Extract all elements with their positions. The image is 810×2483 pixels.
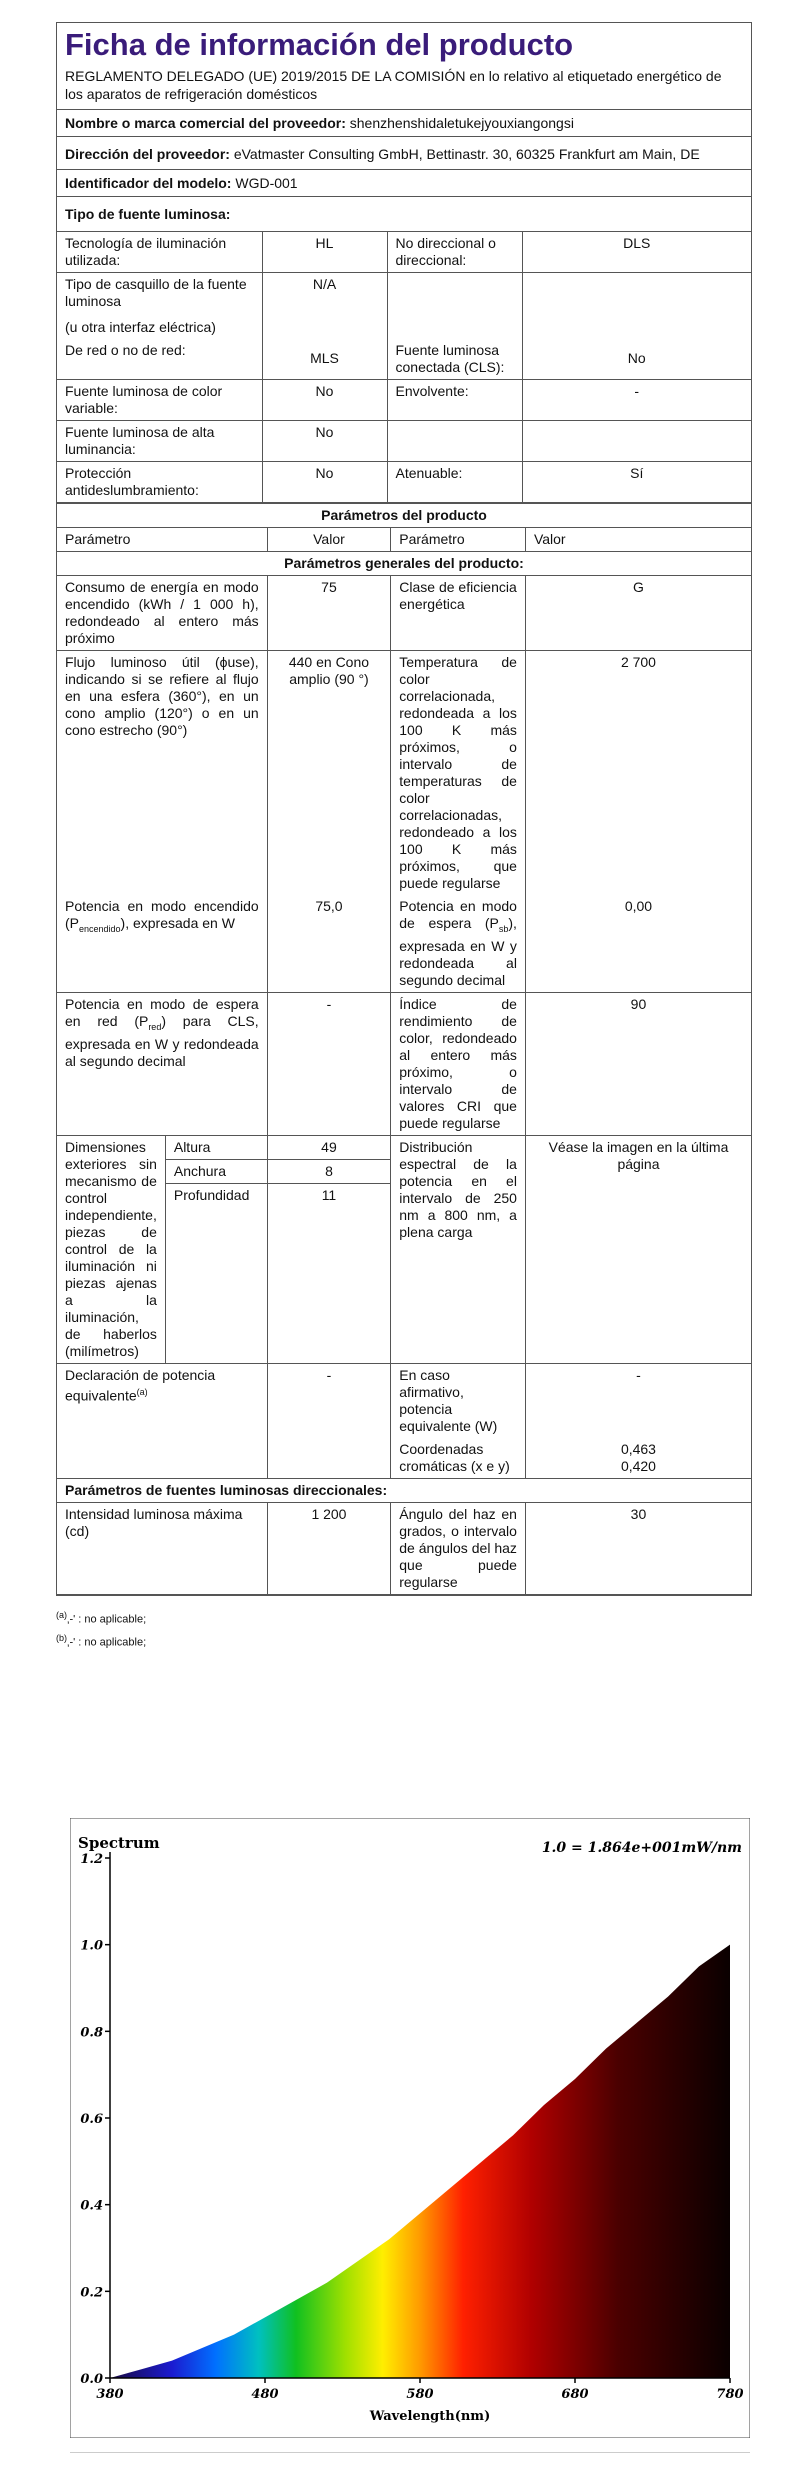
regulation-text: REGLAMENTO DELEGADO (UE) 2019/2015 DE LA COMISIÓN en lo relativo al etiquetado energético de los aparatos de refrigeración domésticos xyxy=(65,68,722,102)
chart-annotation: 1.0 = 1.864e+001mW/nm xyxy=(541,1840,742,1856)
tech-value: HL xyxy=(262,232,387,273)
footnotes xyxy=(56,1606,146,1651)
intensity-label: Intensidad luminosa máxima (cd) xyxy=(57,1502,267,1594)
equiv-power-value: - xyxy=(525,1363,751,1438)
hl-label: Fuente luminosa de alta luminancia: xyxy=(57,421,262,462)
depth-label: Profundidad xyxy=(165,1183,267,1363)
chroma-label: Coordenadas cromáticas (x e y) xyxy=(391,1438,526,1479)
mains-value: MLS xyxy=(262,339,387,380)
spectrum-chart xyxy=(70,1818,750,2438)
y-tick-label: 0.0 xyxy=(80,2372,103,2387)
supplier-name-row xyxy=(57,109,751,136)
product-params-table xyxy=(57,503,751,1595)
col-header-value: Valor xyxy=(267,528,391,552)
colour-label: Fuente luminosa de color variable: xyxy=(57,380,262,421)
cct-label: Temperatura de color correlacionada, redondeada a los 100 K más próximos, o intervalo de temperaturas de color correlacionadas, redondeado a los 100 K más próximos, que puede regularse xyxy=(391,651,526,896)
y-tick-label: 0.8 xyxy=(80,2025,103,2041)
light-source-table xyxy=(57,231,751,503)
model-label: Identificador del modelo: xyxy=(65,175,232,191)
hl-value: No xyxy=(262,421,387,462)
footnote-b: $^{(b)}$‚-' : no aplicable; xyxy=(56,1632,147,1649)
model-value: WGD-001 xyxy=(235,175,298,191)
section-title-directional: Parámetros de fuentes luminosas direccionales: xyxy=(57,1478,751,1502)
x-tick-label: 480 xyxy=(251,2387,279,2402)
col-header-param: Parámetro xyxy=(57,528,267,552)
y-tick-label: 1.2 xyxy=(80,1852,103,1867)
dims-label: Dimensiones exteriores sin mecanismo de control independiente, piezas de control de la iluminación ni piezas ajenas a la iluminación, de haberlos (milímetros) xyxy=(57,1135,165,1363)
x-axis-label: Wavelength(nm) xyxy=(369,2409,491,2424)
footnote-a: $^{(a)}$‚-' : no aplicable; xyxy=(56,1610,147,1626)
equiv-value: - xyxy=(267,1363,391,1438)
page-title: Ficha de información del producto xyxy=(65,27,574,62)
psb-value: 0,00 xyxy=(525,895,751,992)
cap-label: Tipo de casquillo de la fuente luminosa xyxy=(57,273,262,314)
class-label: Clase de eficiencia energética xyxy=(391,576,526,651)
pon-value: 75,0 xyxy=(267,895,391,992)
cri-value: 90 xyxy=(525,992,751,1135)
y-tick-label: 1.0 xyxy=(80,1938,103,1954)
product-information-sheet xyxy=(56,22,752,1596)
cct-value: 2 700 xyxy=(525,651,751,896)
x-tick-label: 380 xyxy=(96,2387,124,2402)
depth-value: 11 xyxy=(267,1183,391,1363)
nondir-label: No direccional o direccional: xyxy=(387,232,522,273)
consumption-label: Consumo de energía en modo encendido (kWh / 1 000 h), redondeado al entero más próximo xyxy=(57,576,267,651)
height-value: 49 xyxy=(267,1135,391,1159)
pnet-label: Potencia en modo de espera en red $(P_{red})$ para CLS, expresada en W y redondeada al segundo decimal xyxy=(57,992,267,1135)
height-label: Altura xyxy=(165,1135,267,1159)
colour-value: No xyxy=(262,380,387,421)
spectrum-chart-svg xyxy=(70,1818,750,2438)
chroma-value: 0,463 0,420 xyxy=(525,1438,751,1479)
cap-label-2: (u otra interfaz eléctrica) xyxy=(57,313,262,339)
pnet-value: - xyxy=(267,992,391,1135)
envelope-label: Envolvente: xyxy=(387,380,522,421)
mains-label: De red o no de red: xyxy=(57,339,262,380)
x-tick-label: 780 xyxy=(716,2387,744,2402)
section-title-product: Parámetros del producto xyxy=(57,504,751,528)
model-row xyxy=(57,169,751,196)
x-tick-label: 580 xyxy=(406,2387,434,2402)
flux-value: 440 en Cono amplio (90 °) xyxy=(267,651,391,896)
light-type-row xyxy=(57,196,751,231)
equiv-power-label: En caso afirmativo, potencia equivalente (W) xyxy=(391,1363,526,1438)
spd-value: Véase la imagen en la última página xyxy=(525,1135,751,1363)
chart-title: Spectrum xyxy=(78,1834,160,1852)
y-tick-label: 0.6 xyxy=(80,2112,103,2127)
col-header-value-2: Valor xyxy=(525,528,751,552)
supplier-address-row xyxy=(57,136,751,169)
cls-value: No xyxy=(522,339,751,380)
width-value: 8 xyxy=(267,1159,391,1183)
flux-label: Flujo luminoso útil (ϕuse), indicando si se refiere al flujo en una esfera (360°), en un cono amplio (120°) o en un cono estrecho (90°) xyxy=(57,651,267,896)
dim-value: Sí xyxy=(522,462,751,503)
consumption-value: 75 xyxy=(267,576,391,651)
glare-label: Protección antideslumbramiento: xyxy=(57,462,262,503)
supplier-name-label: Nombre o marca comercial del proveedor: xyxy=(65,115,346,131)
width-label: Anchura xyxy=(165,1159,267,1183)
y-tick-label: 0.4 xyxy=(80,2198,103,2214)
dim-label: Atenuable: xyxy=(387,462,522,503)
cri-label: Índice de rendimiento de color, redondeado al entero más próximo, o intervalo de valores CRI que puede regularse xyxy=(391,992,526,1135)
cls-label: Fuente luminosa conectada (CLS): xyxy=(387,339,522,380)
col-header-param-2: Parámetro xyxy=(391,528,526,552)
tech-label: Tecnología de iluminación utilizada: xyxy=(57,232,262,273)
supplier-address-label: Dirección del proveedor: xyxy=(65,146,230,162)
nondir-value: DLS xyxy=(522,232,751,273)
psb-label: Potencia en modo de espera $(P_{sb})$, expresada en W y redondeada al segundo decimal xyxy=(391,895,526,992)
beam-value: 30 xyxy=(525,1502,751,1594)
light-type-label: Tipo de fuente luminosa: xyxy=(65,206,231,222)
envelope-value: - xyxy=(522,380,751,421)
spd-label: Distribución espectral de la potencia en el intervalo de 250 nm a 800 nm, a plena carga xyxy=(391,1135,526,1363)
intensity-value: 1 200 xyxy=(267,1502,391,1594)
y-tick-label: 0.2 xyxy=(80,2285,103,2301)
equiv-label: Declaración de potencia equivalente$^{(a)}$ xyxy=(57,1363,267,1438)
section-title-general: Parámetros generales del producto: xyxy=(57,552,751,576)
pon-label: Potencia en modo encendido $(P_{encendido})$, expresada en W xyxy=(57,895,267,992)
beam-label: Ángulo del haz en grados, o intervalo de ángulos del haz que puede regularse xyxy=(391,1502,526,1594)
supplier-name-value: shenzhenshidaletukejyouxiangongsi xyxy=(349,115,574,131)
glare-value: No xyxy=(262,462,387,503)
class-value: G xyxy=(525,576,751,651)
supplier-address-value: eVatmaster Consulting GmbH, Bettinastr. 30, 60325 Frankfurt am Main, DE xyxy=(233,146,700,162)
cap-value: N/A xyxy=(262,273,387,314)
bottom-divider xyxy=(70,2452,750,2453)
x-tick-label: 680 xyxy=(561,2387,589,2402)
